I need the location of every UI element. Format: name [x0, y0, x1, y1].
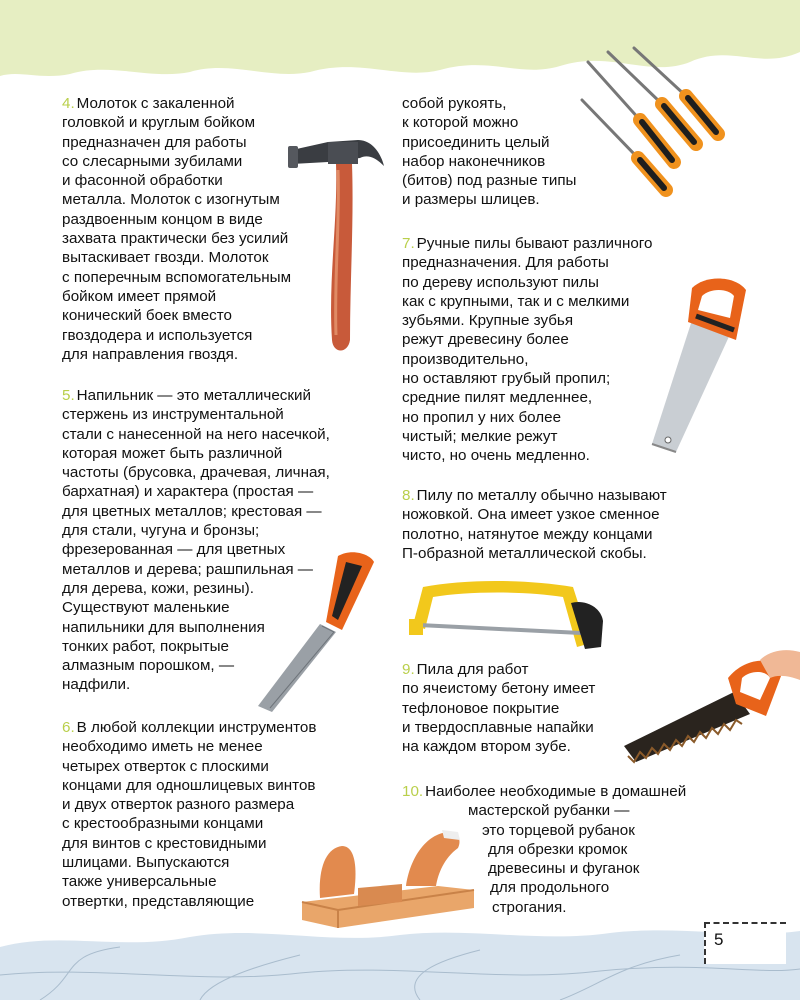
text-line: мастерской рубанки —: [468, 802, 630, 820]
text-line: к которой можно: [402, 114, 519, 132]
text-line: П-образной металлической скобы.: [402, 544, 647, 562]
text-line: Молоток с закаленной: [76, 95, 235, 112]
text-line: Напильник — это металлический: [76, 387, 311, 404]
text-line: но пропил у них более: [402, 408, 562, 426]
text-line: древесины и фуганок: [488, 860, 640, 878]
screwdrivers-image: [580, 40, 740, 200]
text-line: В любой коллекции инструментов: [76, 719, 317, 736]
text-line: как с крупными, так и с мелкими: [402, 292, 630, 310]
hacksaw-image: [405, 575, 610, 655]
text-line: бойком имеет прямой: [62, 287, 217, 305]
text-line: для продольного: [490, 879, 610, 897]
wood-plane-image: [298, 828, 478, 933]
text-line: средние пилят медленнее,: [402, 389, 593, 407]
text-line: частоты (брусовка, драчевая, личная,: [62, 464, 330, 482]
text-line: это торцевой рубанок: [482, 821, 635, 839]
text-line: отвертки, представляющие: [62, 892, 255, 910]
paragraph-number: 10.: [402, 783, 424, 800]
paragraph-number: 9.: [402, 661, 415, 678]
text-line: набор наконечников: [402, 152, 546, 170]
text-line: чистый; мелкие режут: [402, 427, 558, 445]
text-line: строгания.: [492, 898, 567, 916]
text-line: ножовкой. Она имеет узкое сменное: [402, 506, 660, 524]
page-number: 5: [714, 930, 724, 949]
text-line: и фасонной обработки: [62, 172, 223, 190]
text-line: с поперечным вспомогательным: [62, 268, 292, 286]
text-line: но оставляют грубый пропил;: [402, 370, 611, 388]
hand-saw-image: [636, 270, 756, 460]
bottom-decorative-band: [0, 925, 800, 1000]
text-line: Пила для работ: [416, 661, 529, 678]
text-line: с крестообразными концами: [62, 815, 264, 833]
text-line: Наиболее необходимые в домашней: [425, 783, 687, 800]
text-line: для цветных металлов; крестовая —: [62, 502, 322, 520]
text-line: и двух отверток разного размера: [62, 796, 295, 814]
paragraph-number: 4.: [62, 95, 75, 112]
text-line: шлицами. Выпускаются: [62, 854, 230, 872]
text-line: Ручные пилы бывают различного: [416, 235, 653, 252]
text-line: напильники для выполнения: [62, 618, 265, 636]
text-line: и размеры шлицев.: [402, 191, 540, 209]
paragraph-number: 8.: [402, 487, 415, 504]
text-line: надфили.: [62, 676, 131, 694]
text-line: режут древесину более: [402, 331, 569, 349]
text-line: (битов) под разные типы: [402, 172, 577, 190]
paragraph-number: 7.: [402, 235, 415, 252]
paragraph-number: 6.: [62, 719, 75, 736]
hammer-image: [288, 130, 398, 360]
paragraph-screwdrivers-continued: [402, 94, 576, 210]
text-line: бархатная) и характера (простая —: [62, 483, 314, 501]
text-line: и твердосплавные напайки: [402, 718, 594, 736]
text-line: собой рукоять,: [402, 95, 507, 112]
paragraph-hacksaw: [402, 486, 667, 563]
text-line: также универсальные: [62, 873, 217, 891]
text-line: предназначения. Для работы: [402, 254, 609, 272]
text-line: для обрезки кромок: [488, 840, 628, 858]
text-line: со слесарными зубилами: [62, 152, 243, 170]
paragraph-number: 5.: [62, 387, 75, 404]
text-line: тефлоновое покрытие: [402, 699, 560, 717]
paragraph-hammer: [62, 94, 291, 364]
text-line: четырех отверток с плоскими: [62, 757, 269, 775]
text-line: для дерева, кожи, резины).: [62, 579, 254, 597]
text-line: чисто, но очень медленно.: [402, 447, 590, 465]
text-line: для винтов с крестовидными: [62, 834, 267, 852]
text-line: захвата практически без усилий: [62, 230, 289, 248]
text-line: тонких работ, покрытые: [62, 637, 229, 655]
text-line: стали с нанесенной на него насечкой,: [62, 425, 330, 443]
text-line: по дереву используют пилы: [402, 273, 599, 291]
text-line: необходимо иметь не менее: [62, 738, 263, 756]
text-line: фрезерованная — для цветных: [62, 541, 286, 559]
text-line: Существуют маленькие: [62, 599, 230, 617]
text-line: зубьями. Крупные зубья: [402, 312, 574, 330]
text-line: производительно,: [402, 350, 529, 368]
text-line: Пилу по металлу обычно называют: [416, 487, 667, 504]
concrete-saw-image: [620, 630, 800, 770]
text-line: по ячеистому бетону имеет: [402, 680, 596, 698]
text-line: конический боек вместо: [62, 307, 232, 325]
text-line: полотно, натянутое между концами: [402, 525, 653, 543]
text-line: металлов и дерева; рашпильная —: [62, 560, 313, 578]
text-line: для стали, чугуна и бронзы;: [62, 522, 260, 540]
paragraph-hand-saws: [402, 234, 652, 466]
text-line: предназначен для работы: [62, 133, 247, 151]
paragraph-concrete-saw: [402, 660, 595, 756]
text-line: которая может быть различной: [62, 444, 283, 462]
text-line: на каждом втором зубе.: [402, 738, 571, 756]
paragraph-screwdrivers: [62, 718, 316, 911]
text-line: гвоздодера и используется: [62, 326, 253, 344]
text-line: металла. Молоток с изогнутым: [62, 191, 280, 209]
text-line: алмазным порошком, —: [62, 657, 235, 675]
text-line: присоединить целый: [402, 133, 550, 151]
text-line: раздвоенным концом в виде: [62, 210, 263, 228]
text-line: вытаскивает гвозди. Молоток: [62, 249, 269, 267]
text-line: для направления гвоздя.: [62, 345, 239, 363]
text-line: стержень из инструментальной: [62, 406, 284, 424]
file-image: [250, 548, 390, 718]
text-line: головкой и круглым бойком: [62, 114, 256, 132]
text-line: концами для одношлицевых винтов: [62, 776, 316, 794]
